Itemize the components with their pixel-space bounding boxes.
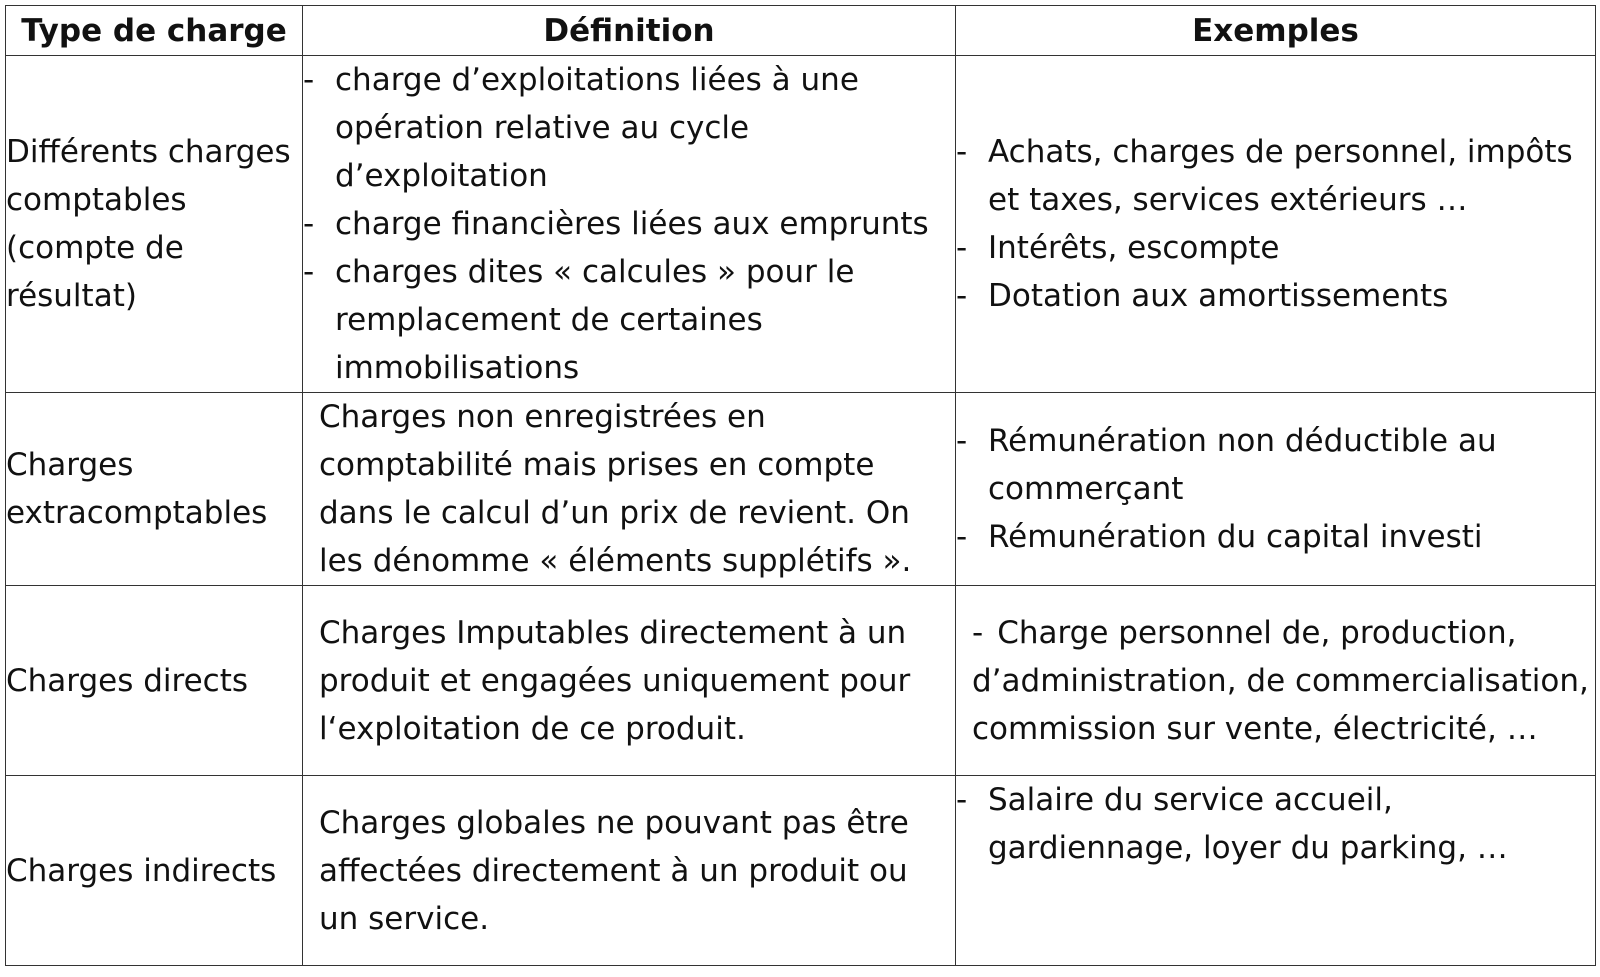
example-item: Achats, charges de personnel, impôts et taxes, services extérieurs … bbox=[988, 134, 1573, 218]
definition-text: Charges non enregistrées en comptabilité mais prises en compte dans le calcul d’un prix de revient. On les dénomme « éléments supplétifs ». bbox=[319, 399, 912, 579]
definition-cell bbox=[303, 776, 956, 966]
list-item bbox=[956, 272, 1595, 320]
dash-marker: - bbox=[303, 206, 315, 242]
example-item: Rémunération non déductible au commerçant bbox=[988, 423, 1497, 507]
examples-list bbox=[956, 417, 1595, 561]
dash-marker: - bbox=[956, 278, 968, 314]
list-item bbox=[303, 56, 955, 200]
examples-cell bbox=[956, 586, 1596, 776]
examples-list bbox=[956, 776, 1595, 872]
list-item bbox=[956, 417, 1595, 513]
dash-marker: - bbox=[956, 423, 968, 459]
examples-text bbox=[956, 609, 1595, 753]
list-item bbox=[956, 128, 1595, 224]
dash-marker: - bbox=[303, 254, 315, 290]
table-row bbox=[6, 776, 1596, 966]
definition-list bbox=[303, 56, 955, 392]
type-cell bbox=[6, 393, 303, 586]
list-item bbox=[303, 248, 955, 392]
example-item: Rémunération du capital investi bbox=[988, 519, 1483, 555]
table-row bbox=[6, 586, 1596, 776]
example-item: Dotation aux amortissements bbox=[988, 278, 1449, 314]
definition-item: charge d’exploitations liées à une opération relative au cycle d’exploitation bbox=[335, 62, 859, 194]
dash-marker: - bbox=[956, 230, 968, 266]
definition-cell bbox=[303, 393, 956, 586]
example-item: Intérêts, escompte bbox=[988, 230, 1280, 266]
table-row bbox=[6, 393, 1596, 586]
header-definition: Définition bbox=[303, 6, 956, 56]
dash-marker: - bbox=[956, 134, 968, 170]
definition-item: charge financières liées aux emprunts bbox=[335, 206, 929, 242]
definition-cell bbox=[303, 56, 956, 393]
type-label: Différents charges comptables (compte de résultat) bbox=[6, 134, 291, 314]
table-header-row bbox=[6, 6, 1596, 56]
table-row bbox=[6, 56, 1596, 393]
header-type: Type de charge bbox=[6, 6, 303, 56]
dash-marker: - bbox=[972, 614, 984, 651]
charges-table bbox=[5, 5, 1596, 966]
list-item bbox=[303, 200, 955, 248]
type-label: Charges indirects bbox=[6, 852, 277, 889]
definition-item: charges dites « calcules » pour le remplacement de certaines immobilisations bbox=[335, 254, 855, 386]
definition-text: Charges globales ne pouvant pas être affectées directement à un produit ou un service. bbox=[319, 804, 909, 937]
definition-cell bbox=[303, 586, 956, 776]
type-cell bbox=[6, 56, 303, 393]
examples-cell bbox=[956, 393, 1596, 586]
dash-marker: - bbox=[956, 782, 968, 818]
list-item bbox=[956, 776, 1595, 872]
list-item bbox=[956, 513, 1595, 561]
type-cell bbox=[6, 776, 303, 966]
dash-marker: - bbox=[956, 519, 968, 555]
type-label: Charges directs bbox=[6, 662, 249, 699]
type-cell bbox=[6, 586, 303, 776]
examples-list bbox=[956, 128, 1595, 320]
dash-marker: - bbox=[303, 62, 315, 98]
type-label: Charges extracomptables bbox=[6, 447, 268, 531]
list-item bbox=[956, 224, 1595, 272]
examples-cell bbox=[956, 56, 1596, 393]
example-item: Salaire du service accueil, gardiennage, loyer du parking, … bbox=[988, 782, 1508, 866]
definition-text: Charges Imputables directement à un produit et engagées uniquement pour l‘exploitation de ce produit. bbox=[319, 614, 911, 747]
example-item: Charge personnel de, production, d’administration, de commercialisation, commission sur vente, électricité, … bbox=[972, 614, 1589, 747]
header-examples: Exemples bbox=[956, 6, 1596, 56]
examples-cell bbox=[956, 776, 1596, 966]
